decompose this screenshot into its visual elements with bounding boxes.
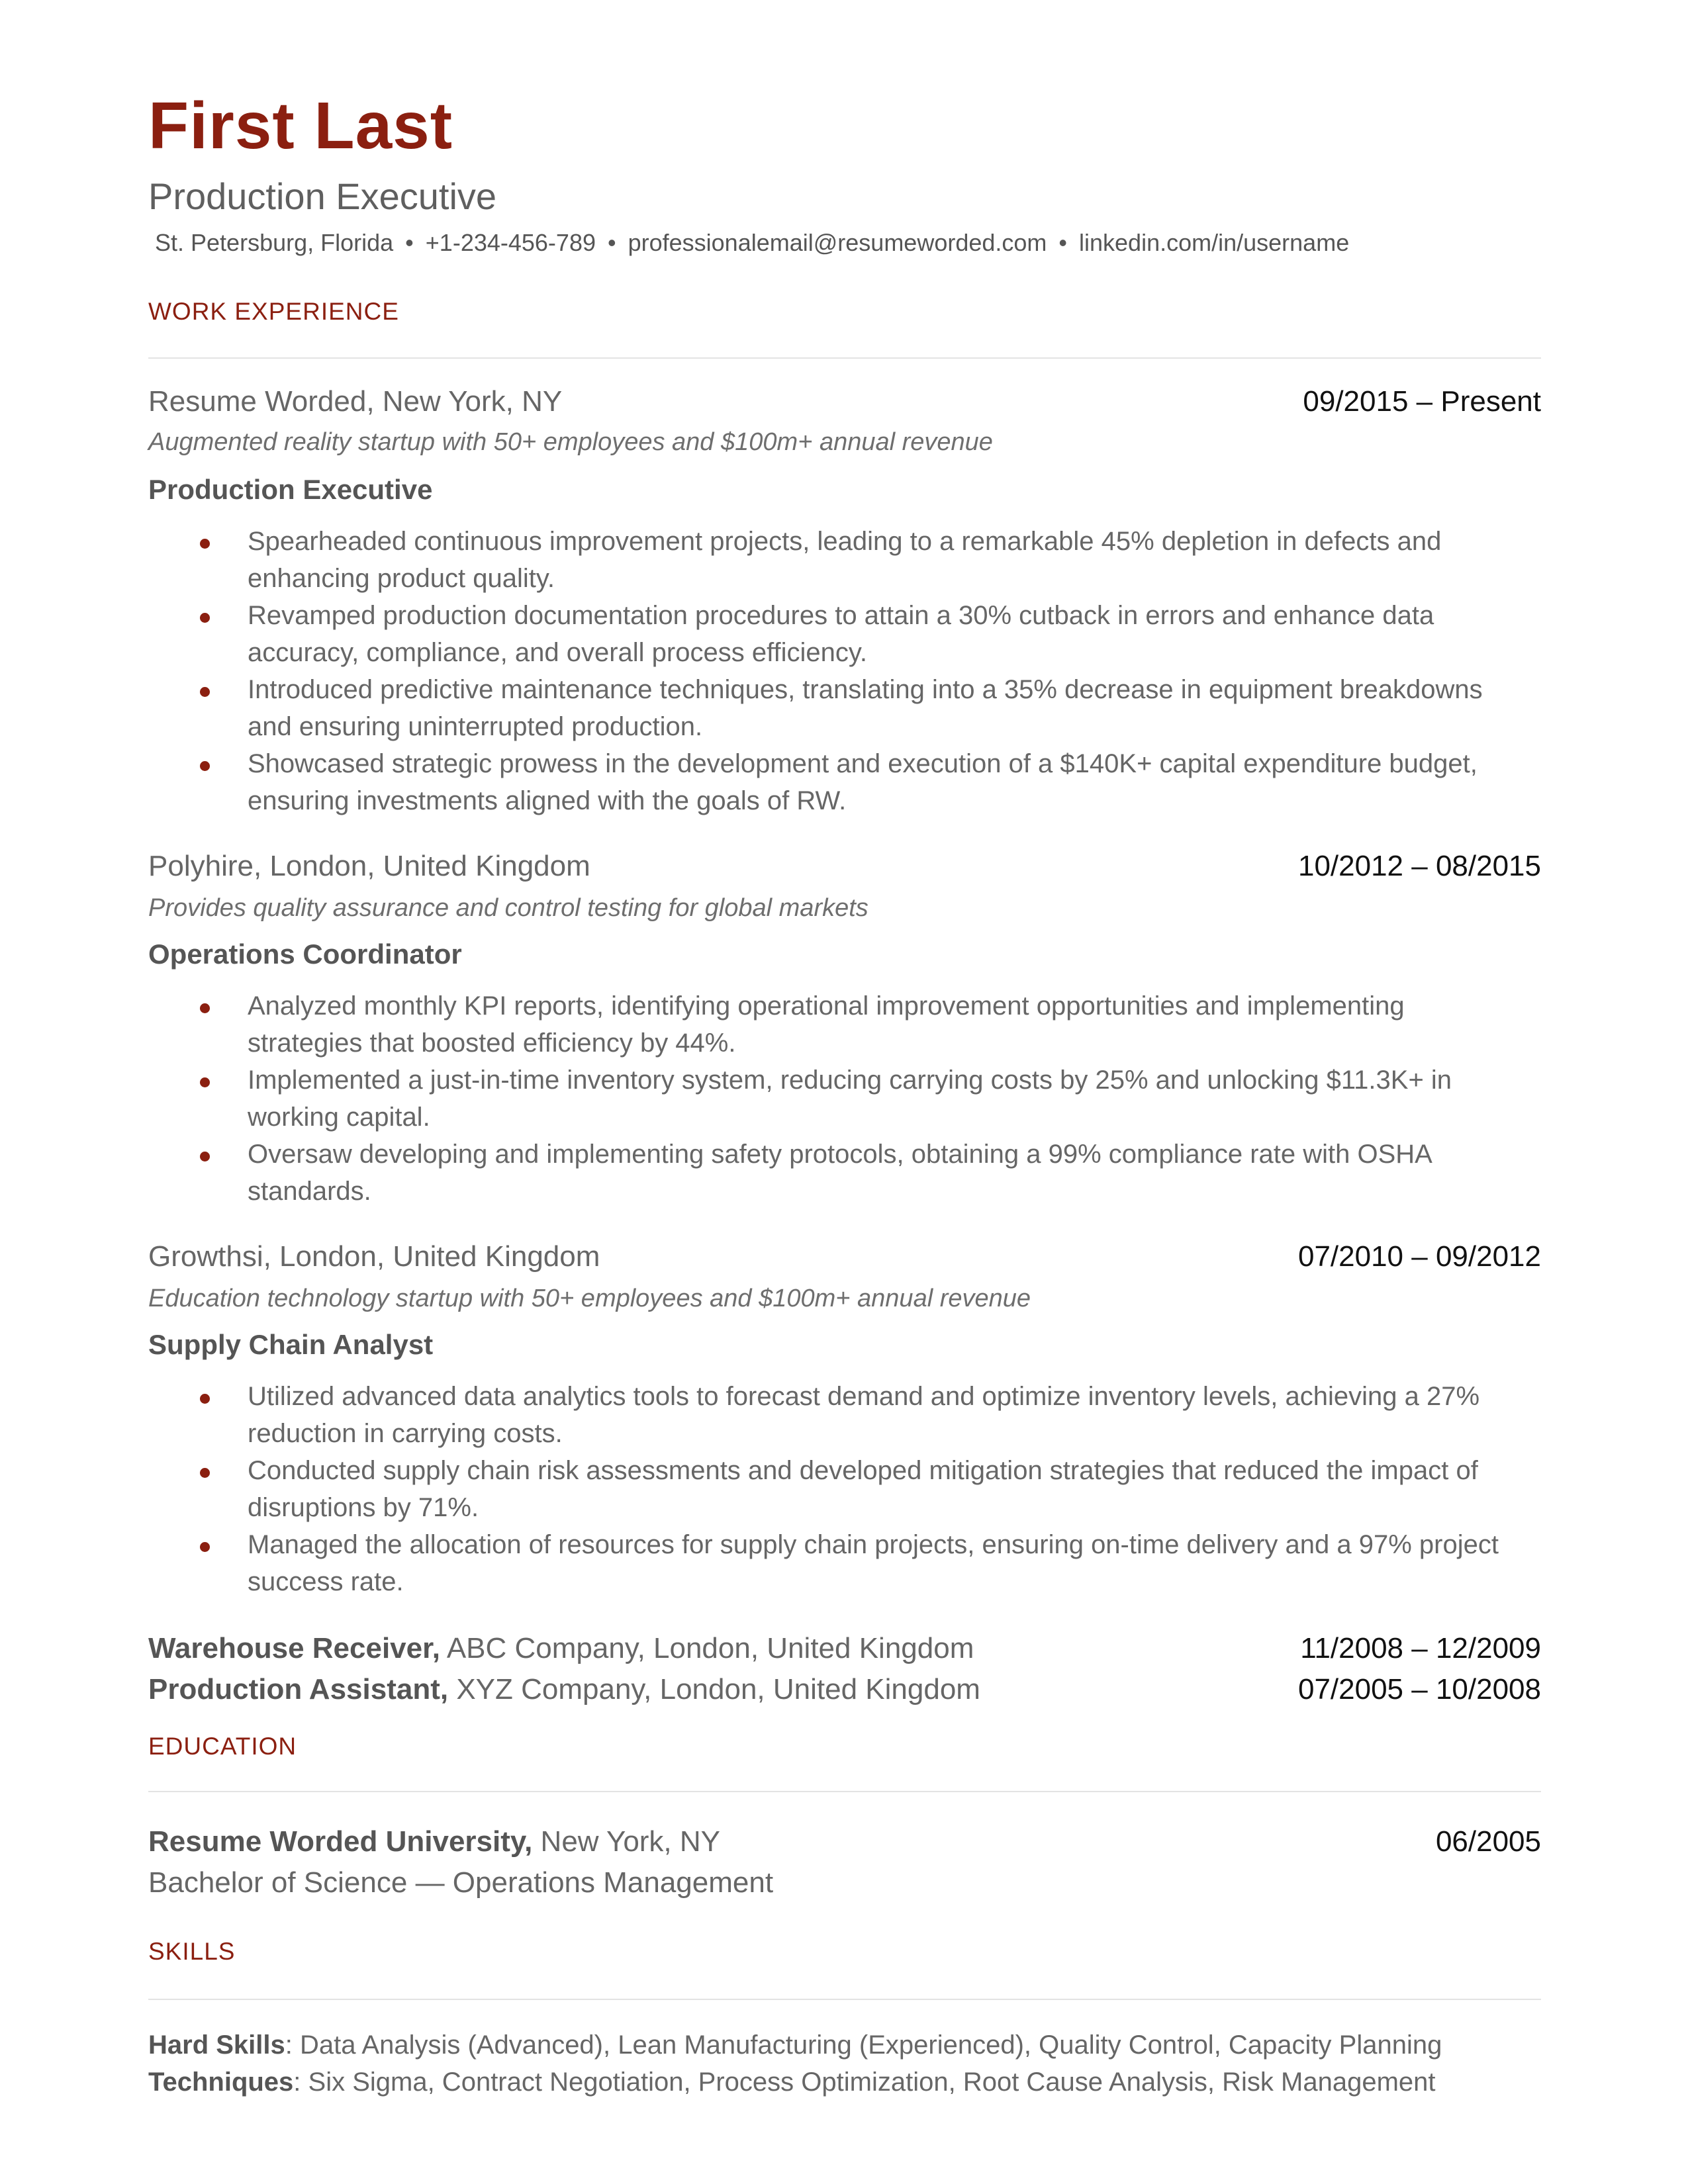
job-bullets — [248, 523, 1538, 819]
school-name: Resume Worded University, — [148, 1825, 533, 1858]
skills-tech-label: Techniques — [148, 2068, 294, 2097]
job-bullet: Conducted supply chain risk assessments and developed mitigation strategies that reduced the impact of disruptions by 71%. — [248, 1452, 1538, 1526]
job-bullet: Managed the allocation of resources for supply chain projects, ensuring on-time delivery and a 97% project success rate. — [248, 1526, 1538, 1600]
bullet-icon — [200, 539, 210, 549]
job-role: Operations Coordinator — [148, 938, 462, 970]
skills-hard — [148, 2026, 1442, 2064]
education-date: 06/2005 — [1435, 1825, 1541, 1858]
job-dates: 07/2010 – 09/2012 — [1297, 1240, 1541, 1273]
job-bullet: Showcased strategic prowess in the development and execution of a $140K+ capital expenditure budget, ensuring investments aligned with the goals of RW. — [248, 745, 1538, 819]
contact-separator: • — [1058, 229, 1068, 256]
candidate-name: First Last — [148, 89, 453, 163]
contact-linkedin[interactable]: linkedin.com/in/username — [1079, 229, 1350, 256]
job-bullet: Revamped production documentation procedures to attain a 30% cutback in errors and enhance data accuracy, compliance, and overall process efficiency. — [248, 597, 1538, 671]
job-bullet: Spearheaded continuous improvement projects, leading to a remarkable 45% depletion in defects and enhancing product quality. — [248, 523, 1538, 597]
bullet-icon — [200, 1542, 210, 1552]
other-role-dates: 07/2005 – 10/2008 — [1297, 1673, 1541, 1706]
candidate-title: Production Executive — [148, 175, 497, 217]
education-degree: Bachelor of Science — Operations Management — [148, 1866, 774, 1899]
skills-techniques — [148, 2064, 1436, 2101]
job-role: Production Executive — [148, 474, 433, 505]
contact-separator: • — [607, 229, 616, 256]
section-divider — [148, 1999, 1541, 2000]
contact-separator: • — [405, 229, 414, 256]
job-bullet: Implemented a just-in-time inventory system, reducing carrying costs by 25% and unlocking $11.3K+ in working capital. — [248, 1062, 1538, 1136]
bullet-icon — [200, 1077, 210, 1087]
contact-location: St. Petersburg, Florida — [155, 229, 394, 256]
other-role-dates: 11/2008 – 12/2009 — [1300, 1632, 1541, 1664]
other-role-title: Production Assistant, — [148, 1673, 449, 1706]
contact-email[interactable]: professionalemail@resumeworded.com — [628, 229, 1047, 256]
section-title-education: EDUCATION — [148, 1733, 297, 1760]
job-description: Provides quality assurance and control testing for global markets — [148, 894, 868, 922]
other-role-title: Warehouse Receiver, — [148, 1632, 441, 1664]
job-role: Supply Chain Analyst — [148, 1329, 434, 1360]
section-divider — [148, 357, 1541, 359]
bullet-icon — [200, 1003, 210, 1013]
job-description: Augmented reality startup with 50+ employees and $100m+ annual revenue — [148, 428, 993, 456]
education-school — [148, 1823, 720, 1861]
job-dates: 09/2015 – Present — [1303, 385, 1541, 418]
bullet-icon — [200, 1152, 210, 1161]
bullet-icon — [200, 687, 210, 697]
job-company: Growthsi, London, United Kingdom — [148, 1240, 600, 1273]
job-bullet: Introduced predictive maintenance techniques, translating into a 35% decrease in equipment breakdowns and ensuring uninterrupted production. — [248, 671, 1538, 745]
other-role — [148, 1629, 974, 1668]
other-role — [148, 1670, 980, 1709]
bullet-icon — [200, 1394, 210, 1404]
job-bullets — [248, 1378, 1538, 1600]
section-divider — [148, 1791, 1541, 1792]
job-company: Polyhire, London, United Kingdom — [148, 850, 590, 882]
job-bullet: Analyzed monthly KPI reports, identifying operational improvement opportunities and implementing strategies that boosted efficiency by 44%. — [248, 987, 1538, 1062]
other-role-company: ABC Company, London, United Kingdom — [440, 1632, 974, 1664]
job-bullet: Utilized advanced data analytics tools to forecast demand and optimize inventory levels, achieving a 27% reduction in carrying costs. — [248, 1378, 1538, 1452]
skills-hard-label: Hard Skills — [148, 2030, 285, 2060]
other-role-company: XYZ Company, London, United Kingdom — [448, 1673, 980, 1706]
section-title-skills: SKILLS — [148, 1938, 236, 1965]
job-description: Education technology startup with 50+ employees and $100m+ annual revenue — [148, 1285, 1031, 1312]
bullet-icon — [200, 1468, 210, 1478]
bullet-icon — [200, 761, 210, 771]
school-location: New York, NY — [532, 1825, 721, 1858]
skills-hard-values: : Data Analysis (Advanced), Lean Manufacturing (Experienced), Quality Control, Capacity Planning — [285, 2030, 1442, 2060]
skills-tech-values: : Six Sigma, Contract Negotiation, Process Optimization, Root Cause Analysis, Risk Management — [293, 2068, 1436, 2097]
job-bullets — [248, 987, 1538, 1210]
job-bullet: Oversaw developing and implementing safety protocols, obtaining a 99% compliance rate with OSHA standards. — [248, 1136, 1538, 1210]
job-dates: 10/2012 – 08/2015 — [1297, 850, 1541, 882]
section-title-work: WORK EXPERIENCE — [148, 298, 399, 325]
contact-phone: +1-234-456-789 — [425, 229, 596, 256]
contact-line — [155, 226, 1349, 259]
job-company: Resume Worded, New York, NY — [148, 385, 563, 418]
bullet-icon — [200, 613, 210, 623]
